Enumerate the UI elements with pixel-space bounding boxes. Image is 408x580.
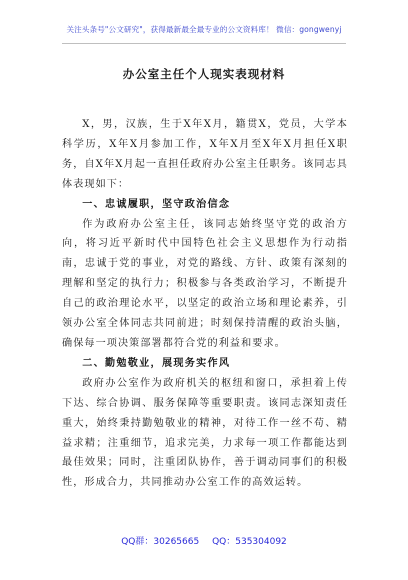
section-heading-1: 一、忠诚履职，坚守政治信念 [82,198,231,210]
qq-text: QQ：535304092 [212,537,287,547]
footer-contacts [0,534,408,547]
section-2-paragraph: 政府办公室作为政府机关的枢纽和窗口，承担着上传下达、综合协调、服务保障等重要职责。该同志深知责任重大，始终秉持勤勉敬业的精神，对待工作一丝不苟、精益求精；注重细节，追求完美，力求每一项工作都能达到最佳效果；同时，注重团队协作，善于调动同事们的积极性，形成合力，共同推动办公室工作的高效运转。 [62,377,348,489]
document-body [62,115,348,493]
header-note: 关注头条号"公文研究"，获得最新最全最专业的公文资料库！ 微信：gongwenyj [66,25,342,34]
document-title: 办公室主任个人现实表现材料 [122,67,286,81]
section-heading-2: 二、勤勉敬业，展现务实作风 [82,357,231,369]
header-divider [62,43,346,44]
intro-paragraph: X，男，汉族，生于X年X月，籍贯X，党员，大学本科学历，X年X月参加工作，X年X月至X年X月担任X职务，自X年X月起一直担任政府办公室主任职务。该同志具体表现如下： [62,119,348,190]
qq-group-text: QQ群：30265665 [121,537,200,547]
section-1-paragraph: 作为政府办公室主任，该同志始终坚守党的政治方向，将习近平新时代中国特色社会主义思想作为行动指南，忠诚于党的事业，对党的路线、方针、政策有深刻的理解和坚定的执行力；积极参与各类政治学习，不断提升自己的政治理论水平，以坚定的政治立场和理论素养，引领办公室全体同志共同前进；时刻保持清醒的政治头脑，确保每一项决策部署都符合党的利益和要求。 [62,218,348,349]
